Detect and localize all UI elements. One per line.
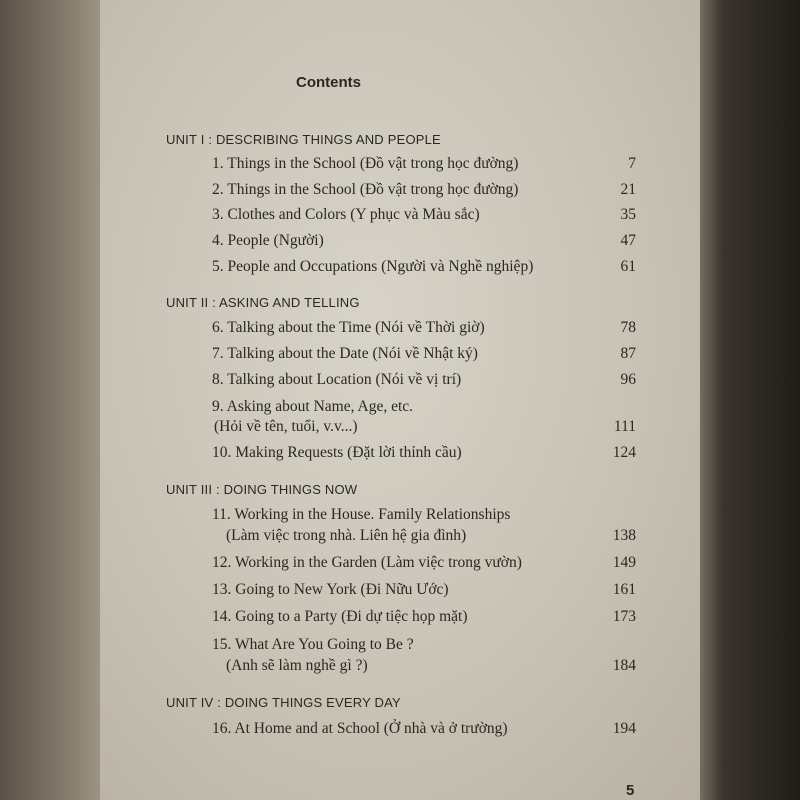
- toc-entry-text-line2: (Hỏi về tên, tuổi, v.v...): [214, 418, 358, 435]
- toc-entry-text: 11. Working in the House. Family Relationships: [212, 506, 511, 523]
- toc-entry-continuation: [212, 418, 634, 436]
- toc-entry-text-line2: (Anh sẽ làm nghề gì ?): [226, 657, 368, 674]
- toc-page-number: 35: [620, 206, 636, 223]
- toc-entry: [212, 398, 634, 416]
- toc-entry: [212, 636, 634, 654]
- toc-entry: [212, 345, 634, 363]
- toc-entry-text: 5. People and Occupations (Người và Nghề nghiệp): [212, 258, 534, 275]
- toc-entry: [212, 232, 634, 250]
- toc-entry: [212, 319, 634, 337]
- toc-entry-text: 13. Going to New York (Đi Nữu Ước): [212, 581, 449, 598]
- toc-entry-text: 15. What Are You Going to Be ?: [212, 636, 414, 653]
- toc-page-number: 47: [620, 232, 636, 249]
- unit-heading: UNIT II : ASKING AND TELLING: [166, 295, 360, 310]
- toc-entry-text: 12. Working in the Garden (Làm việc trong vườn): [212, 554, 522, 571]
- toc-entry: [212, 371, 634, 389]
- toc-page-number: 173: [612, 608, 636, 625]
- toc-entry-text: 16. At Home and at School (Ở nhà và ở trường): [212, 720, 508, 737]
- book-left-edge: [0, 0, 108, 800]
- toc-page-number: 111: [613, 418, 636, 435]
- toc-entry-text: 8. Talking about Location (Nói về vị trí): [212, 371, 462, 388]
- toc-entry: [212, 506, 634, 524]
- toc-entry-text: 10. Making Requests (Đặt lời thỉnh cầu): [212, 444, 462, 461]
- toc-entry-text: 1. Things in the School (Đồ vật trong học đường): [212, 155, 519, 172]
- toc-entry-text: 14. Going to a Party (Đi dự tiệc họp mặt): [212, 608, 468, 625]
- toc-entry-continuation: [212, 527, 634, 545]
- page-title: Contents: [296, 74, 361, 91]
- unit-heading: UNIT III : DOING THINGS NOW: [166, 482, 358, 497]
- toc-entry: [212, 554, 634, 572]
- toc-page-number: 124: [612, 444, 636, 461]
- toc-entry: [212, 206, 634, 224]
- toc-entry-text-line2: (Làm việc trong nhà. Liên hệ gia đình): [226, 527, 467, 544]
- toc-page-number: 61: [620, 258, 636, 275]
- toc-page-number: 149: [612, 554, 636, 571]
- toc-entry: [212, 720, 634, 738]
- book-right-edge: [690, 0, 800, 800]
- toc-entry: [212, 181, 634, 199]
- toc-page-number: 21: [620, 181, 636, 198]
- toc-entry: [212, 444, 634, 462]
- page-number: 5: [626, 782, 635, 799]
- unit-heading: UNIT I : DESCRIBING THINGS AND PEOPLE: [166, 132, 441, 147]
- book-page: [100, 0, 700, 800]
- toc-page-number: 87: [620, 345, 636, 362]
- toc-page-number: 194: [612, 720, 636, 737]
- toc-entry: [212, 155, 634, 173]
- toc-page-number: 184: [612, 657, 636, 674]
- toc-entry-continuation: [212, 657, 634, 675]
- toc-page-number: 138: [612, 527, 636, 544]
- toc-entry-text: 4. People (Người): [212, 232, 324, 249]
- toc-entry-text: 3. Clothes and Colors (Y phục và Màu sắc): [212, 206, 480, 223]
- toc-page-number: 7: [628, 155, 636, 172]
- toc-page-number: 96: [620, 371, 636, 388]
- toc-entry-text: 6. Talking about the Time (Nói về Thời giờ): [212, 319, 485, 336]
- unit-heading: UNIT IV : DOING THINGS EVERY DAY: [166, 695, 401, 710]
- toc-entry: [212, 581, 634, 599]
- toc-page-number: 161: [612, 581, 636, 598]
- toc-entry-text: 7. Talking about the Date (Nói về Nhật ký): [212, 345, 478, 362]
- toc-page-number: 78: [620, 319, 636, 336]
- toc-entry: [212, 608, 634, 626]
- toc-entry-text: 9. Asking about Name, Age, etc.: [212, 398, 414, 415]
- toc-entry: [212, 258, 634, 276]
- toc-entry-text: 2. Things in the School (Đồ vật trong học đường): [212, 181, 519, 198]
